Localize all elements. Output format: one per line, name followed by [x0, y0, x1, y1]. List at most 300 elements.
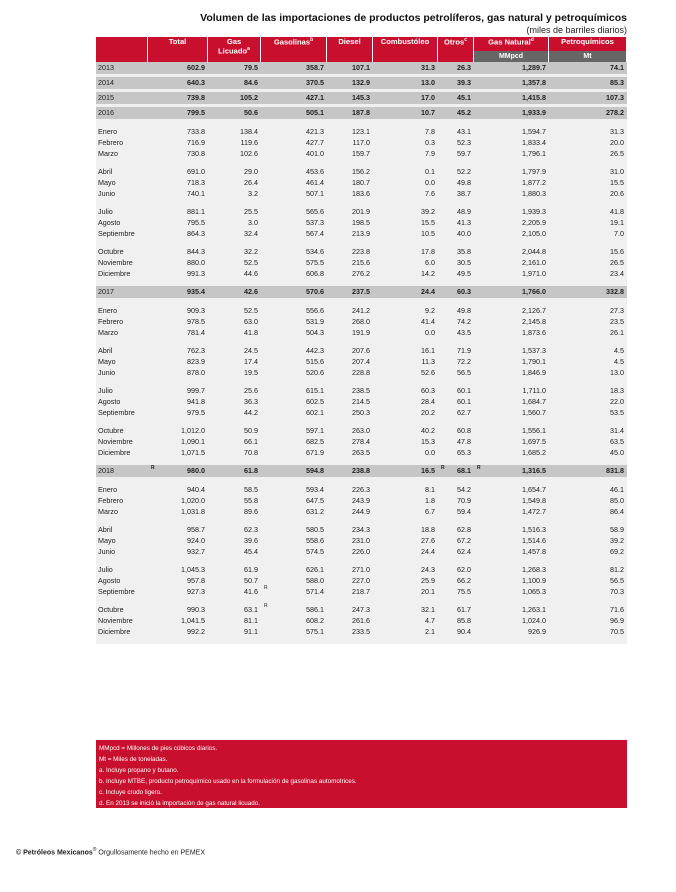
value-text: 1,041.5: [181, 616, 205, 625]
month-row: [96, 327, 627, 338]
value-text: 71.9: [457, 346, 471, 355]
value-cell: [373, 166, 438, 177]
value-text: 60.3: [421, 386, 435, 395]
value-text: 227.0: [352, 576, 370, 585]
value-text: 1,846.9: [522, 368, 546, 377]
value-cell: [208, 407, 261, 418]
row-label: Octubre: [96, 604, 148, 615]
value-cell: [373, 447, 438, 458]
value-text: 575.1: [306, 627, 324, 636]
value-text: 231.0: [352, 536, 370, 545]
value-text: 979.5: [187, 408, 205, 417]
value-cell: [373, 327, 438, 338]
value-text: 58.9: [610, 525, 624, 534]
row-label: Agosto: [96, 217, 148, 228]
value-text: 49.8: [457, 178, 471, 187]
month-row: [96, 257, 627, 268]
value-text: 69.2: [610, 547, 624, 556]
value-cell: [549, 407, 627, 418]
spacer-cell: [96, 378, 627, 385]
value-text: 11.3: [421, 357, 435, 366]
value-cell: [474, 327, 549, 338]
value-text: 183.6: [352, 189, 370, 198]
value-cell: [148, 465, 208, 477]
value-text: 228.8: [352, 368, 370, 377]
value-cell: [474, 535, 549, 546]
value-text: 56.5: [457, 368, 471, 377]
header-combustoleo: Combustóleo: [373, 37, 438, 62]
value-text: 132.9: [352, 78, 370, 87]
spacer-row: [96, 119, 627, 126]
value-cell: [438, 206, 474, 217]
value-cell: [148, 626, 208, 637]
value-cell: [474, 524, 549, 535]
spacer-cell: [96, 557, 627, 564]
value-cell: [549, 177, 627, 188]
value-cell: [438, 495, 474, 506]
value-text: 631.2: [306, 507, 324, 516]
spacer-cell: [96, 637, 627, 644]
value-cell: [549, 604, 627, 615]
value-cell: [438, 345, 474, 356]
value-text: 40.2: [421, 426, 435, 435]
value-cell: [148, 436, 208, 447]
value-text: 1,880.3: [522, 189, 546, 198]
value-cell: [474, 356, 549, 367]
value-cell: [474, 425, 549, 436]
value-cell: [261, 107, 327, 119]
value-cell: [261, 62, 327, 74]
value-text: 29.0: [244, 167, 258, 176]
value-cell: [327, 177, 373, 188]
value-cell: [208, 246, 261, 257]
value-cell: [148, 535, 208, 546]
spacer-row: [96, 458, 627, 465]
month-row: [96, 305, 627, 316]
value-cell: [327, 107, 373, 119]
revised-mark: R: [151, 465, 155, 471]
value-text: 799.5: [187, 108, 205, 117]
value-text: 71.6: [610, 605, 624, 614]
value-text: 238.5: [352, 386, 370, 395]
value-text: 7.0: [614, 229, 624, 238]
value-cell: [208, 385, 261, 396]
value-cell: [438, 246, 474, 257]
value-cell: [373, 524, 438, 535]
value-cell: [148, 246, 208, 257]
value-cell: [148, 447, 208, 458]
value-cell: [474, 407, 549, 418]
value-text: 17.4: [244, 357, 258, 366]
value-cell: [373, 268, 438, 279]
value-text: 881.1: [187, 207, 205, 216]
value-cell: [373, 62, 438, 74]
value-text: 20.1: [421, 587, 435, 596]
value-text: 602.1: [306, 408, 324, 417]
value-cell: [438, 506, 474, 517]
value-text: 218.7: [352, 587, 370, 596]
value-cell: [373, 286, 438, 298]
value-cell: [148, 356, 208, 367]
value-text: 48.9: [457, 207, 471, 216]
value-text: 1,537.3: [522, 346, 546, 355]
value-cell: [261, 436, 327, 447]
value-cell: [148, 495, 208, 506]
value-cell: [549, 546, 627, 557]
value-text: 207.6: [352, 346, 370, 355]
value-cell: [474, 268, 549, 279]
value-cell: [261, 137, 327, 148]
value-text: 740.1: [187, 189, 205, 198]
month-row: [96, 385, 627, 396]
spacer-row: [96, 199, 627, 206]
value-text: 60.1: [457, 397, 471, 406]
value-cell: [148, 286, 208, 298]
value-text: 38.7: [457, 189, 471, 198]
value-cell: [438, 107, 474, 119]
value-text: 401.0: [306, 149, 324, 158]
value-text: 31.0: [610, 167, 624, 176]
value-cell: [438, 286, 474, 298]
value-text: 1,071.5: [181, 448, 205, 457]
value-cell: [148, 228, 208, 239]
value-cell: [549, 447, 627, 458]
value-cell: [261, 615, 327, 626]
value-text: 1,933.9: [522, 108, 546, 117]
row-label: Diciembre: [96, 626, 148, 637]
value-cell: [148, 586, 208, 597]
value-cell: [148, 92, 208, 104]
value-cell: [549, 564, 627, 575]
value-text: 35.8: [457, 247, 471, 256]
value-cell: [549, 217, 627, 228]
value-cell: [474, 148, 549, 159]
month-row: [96, 268, 627, 279]
month-row: [96, 206, 627, 217]
value-text: 138.4: [240, 127, 258, 136]
value-cell: [549, 305, 627, 316]
value-text: 27.3: [610, 306, 624, 315]
value-text: 531.9: [306, 317, 324, 326]
value-text: 19.5: [244, 368, 258, 377]
row-label: Noviembre: [96, 436, 148, 447]
month-row: [96, 425, 627, 436]
value-text: 0.0: [425, 178, 435, 187]
value-cell: [327, 148, 373, 159]
row-label: Mayo: [96, 177, 148, 188]
value-text: 3.2: [248, 189, 258, 198]
value-cell: [438, 535, 474, 546]
value-cell: [261, 604, 327, 615]
value-cell: [474, 546, 549, 557]
value-text: 1,549.8: [522, 496, 546, 505]
value-cell: [438, 546, 474, 557]
value-text: 7.9: [425, 149, 435, 158]
value-text: 2,161.0: [522, 258, 546, 267]
value-text: 13.0: [610, 368, 624, 377]
value-cell: [261, 345, 327, 356]
value-cell: [208, 77, 261, 89]
value-text: 370.5: [306, 78, 324, 87]
value-cell: [373, 564, 438, 575]
value-text: 24.5: [244, 346, 258, 355]
value-cell: [474, 137, 549, 148]
value-text: 156.2: [352, 167, 370, 176]
value-text: 43.5: [457, 328, 471, 337]
value-text: 52.5: [244, 258, 258, 267]
value-cell: [148, 268, 208, 279]
value-text: 1,766.0: [522, 287, 546, 296]
value-text: 61.9: [244, 565, 258, 574]
value-text: 924.0: [187, 536, 205, 545]
value-cell: [373, 92, 438, 104]
value-cell: [373, 305, 438, 316]
value-text: 65.3: [457, 448, 471, 457]
value-text: 358.7: [306, 63, 324, 72]
value-text: 85.3: [610, 78, 624, 87]
value-text: 593.4: [306, 485, 324, 494]
row-label: 2013: [96, 62, 148, 74]
value-cell: [148, 327, 208, 338]
value-text: 107.3: [606, 93, 624, 102]
value-cell: [549, 206, 627, 217]
value-cell: [474, 217, 549, 228]
value-text: 54.2: [457, 485, 471, 494]
month-row: [96, 166, 627, 177]
value-text: 238.8: [352, 466, 370, 475]
month-row: [96, 495, 627, 506]
value-text: 4.5: [614, 357, 624, 366]
month-row: [96, 535, 627, 546]
value-text: 271.0: [352, 565, 370, 574]
value-text: 234.3: [352, 525, 370, 534]
value-cell: [373, 385, 438, 396]
value-text: 15.6: [610, 247, 624, 256]
value-cell: [549, 77, 627, 89]
value-text: 1,472.7: [522, 507, 546, 516]
row-label: 2017: [96, 286, 148, 298]
month-row: [96, 586, 627, 597]
value-cell: [327, 506, 373, 517]
month-row: [96, 604, 627, 615]
spacer-row: [96, 418, 627, 425]
value-text: 739.8: [187, 93, 205, 102]
value-cell: [549, 615, 627, 626]
value-text: 44.2: [244, 408, 258, 417]
row-label: Septiembre: [96, 586, 148, 597]
value-text: 926.9: [528, 627, 546, 636]
row-label: Mayo: [96, 356, 148, 367]
value-cell: [208, 228, 261, 239]
value-cell: [327, 268, 373, 279]
value-text: 84.6: [244, 78, 258, 87]
value-text: 66.1: [244, 437, 258, 446]
value-cell: [148, 217, 208, 228]
value-cell: [148, 484, 208, 495]
value-text: 63.0: [244, 317, 258, 326]
value-cell: [438, 217, 474, 228]
value-cell: [148, 62, 208, 74]
value-cell: [549, 257, 627, 268]
value-text: 213.9: [352, 229, 370, 238]
value-cell: [208, 436, 261, 447]
header-row: [96, 37, 627, 51]
value-text: 278.4: [352, 437, 370, 446]
value-cell: [208, 257, 261, 268]
value-cell: [261, 217, 327, 228]
value-text: 233.5: [352, 627, 370, 636]
value-cell: [327, 228, 373, 239]
row-label: Noviembre: [96, 257, 148, 268]
value-text: 62.7: [457, 408, 471, 417]
value-cell: [327, 246, 373, 257]
value-cell: [208, 268, 261, 279]
value-text: 237.5: [352, 287, 370, 296]
value-cell: [438, 385, 474, 396]
value-text: 878.0: [187, 368, 205, 377]
value-cell: [261, 425, 327, 436]
value-text: 1,263.1: [522, 605, 546, 614]
value-text: 201.9: [352, 207, 370, 216]
value-cell: [261, 206, 327, 217]
value-cell: [327, 546, 373, 557]
value-text: 214.5: [352, 397, 370, 406]
value-cell: [208, 137, 261, 148]
value-text: 45.1: [457, 93, 471, 102]
row-label: Marzo: [96, 506, 148, 517]
value-text: 1,594.7: [522, 127, 546, 136]
value-cell: [474, 447, 549, 458]
spacer-row: [96, 298, 627, 305]
value-cell: [208, 217, 261, 228]
value-cell: [148, 564, 208, 575]
value-cell: [148, 305, 208, 316]
value-cell: [438, 126, 474, 137]
footnote: c. Incluye crudo ligero.: [99, 789, 162, 796]
value-text: 243.9: [352, 496, 370, 505]
value-text: 89.6: [244, 507, 258, 516]
value-cell: [148, 77, 208, 89]
value-text: 567.4: [306, 229, 324, 238]
value-cell: [373, 188, 438, 199]
value-text: 26.4: [244, 178, 258, 187]
value-cell: [438, 228, 474, 239]
value-text: 50.9: [244, 426, 258, 435]
value-text: 718.3: [187, 178, 205, 187]
header-diesel: Diesel: [327, 37, 373, 62]
value-text: 6.0: [425, 258, 435, 267]
value-text: 58.5: [244, 485, 258, 494]
value-cell: [261, 286, 327, 298]
row-label: Septiembre: [96, 228, 148, 239]
value-cell: [208, 575, 261, 586]
value-text: 39.2: [610, 536, 624, 545]
value-text: 2,205.9: [522, 218, 546, 227]
month-row: [96, 564, 627, 575]
value-text: 571.4: [306, 587, 324, 596]
value-text: 7.8: [425, 127, 435, 136]
value-cell: [549, 506, 627, 517]
value-cell: [438, 268, 474, 279]
value-text: 14.2: [421, 269, 435, 278]
value-cell: [373, 626, 438, 637]
row-label: Febrero: [96, 137, 148, 148]
value-text: 105.2: [240, 93, 258, 102]
value-text: 223.8: [352, 247, 370, 256]
value-text: 1,020.0: [181, 496, 205, 505]
value-text: 556.6: [306, 306, 324, 315]
value-text: 41.3: [457, 218, 471, 227]
footnote: b. Incluye MTBE, producto petroquímico usado en la formulación de gasolinas automotrices.: [99, 778, 357, 785]
value-text: 909.3: [187, 306, 205, 315]
value-text: 276.2: [352, 269, 370, 278]
row-label: Octubre: [96, 425, 148, 436]
value-cell: [549, 188, 627, 199]
value-text: 880.0: [187, 258, 205, 267]
value-cell: [474, 246, 549, 257]
value-cell: [208, 564, 261, 575]
value-text: 2.1: [425, 627, 435, 636]
value-cell: [373, 345, 438, 356]
spacer-row: [96, 517, 627, 524]
month-row: [96, 316, 627, 327]
value-cell: [261, 626, 327, 637]
value-text: 68.1: [457, 466, 471, 475]
value-text: 70.3: [610, 587, 624, 596]
value-cell: [373, 246, 438, 257]
row-label: Diciembre: [96, 447, 148, 458]
value-text: 26.5: [610, 149, 624, 158]
value-cell: [148, 385, 208, 396]
value-cell: [474, 305, 549, 316]
spacer-cell: [96, 338, 627, 345]
value-text: 49.8: [457, 306, 471, 315]
value-text: 520.6: [306, 368, 324, 377]
value-text: 52.3: [457, 138, 471, 147]
value-text: 1,316.5: [522, 466, 546, 475]
year-row: [96, 286, 627, 298]
value-cell: [474, 465, 549, 477]
value-text: 45.4: [244, 547, 258, 556]
month-row: [96, 506, 627, 517]
value-cell: [148, 316, 208, 327]
row-label: Agosto: [96, 575, 148, 586]
value-text: 159.7: [352, 149, 370, 158]
value-cell: [261, 327, 327, 338]
row-label: Noviembre: [96, 615, 148, 626]
value-cell: [327, 356, 373, 367]
value-text: 10.7: [421, 108, 435, 117]
value-text: 9.2: [425, 306, 435, 315]
value-cell: [327, 257, 373, 268]
value-cell: [208, 316, 261, 327]
value-cell: [474, 257, 549, 268]
value-cell: [438, 166, 474, 177]
value-cell: [549, 626, 627, 637]
value-text: 52.2: [457, 167, 471, 176]
value-text: 86.4: [610, 507, 624, 516]
value-text: 226.3: [352, 485, 370, 494]
value-text: 70.8: [244, 448, 258, 457]
table-body: [96, 62, 627, 644]
value-cell: [208, 425, 261, 436]
value-text: 4.5: [614, 346, 624, 355]
value-text: 1,100.9: [522, 576, 546, 585]
value-cell: [208, 465, 261, 477]
value-cell: [261, 447, 327, 458]
value-cell: [438, 367, 474, 378]
value-cell: [208, 484, 261, 495]
